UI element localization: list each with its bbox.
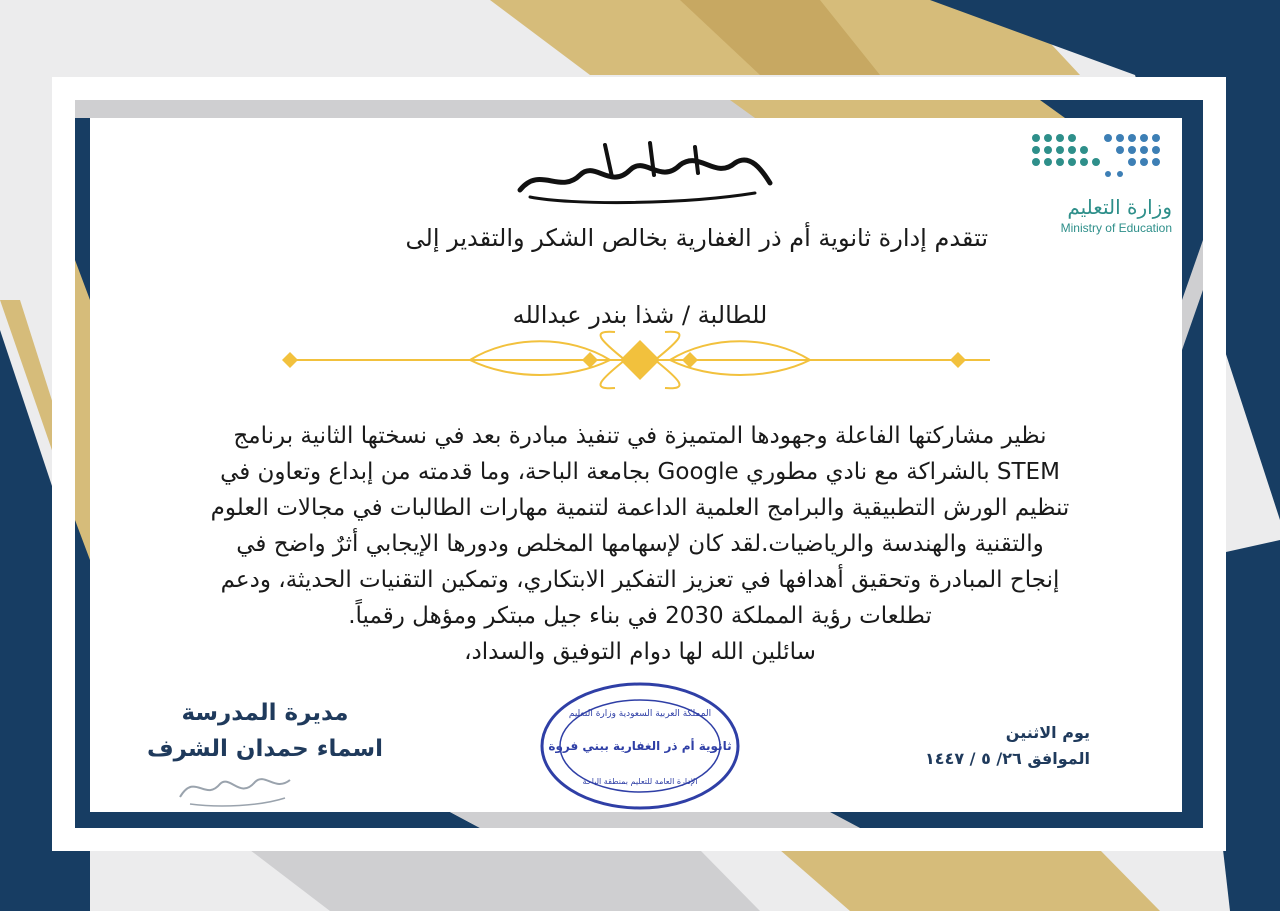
stamp-top-text: المملكة العربية السعودية وزارة التعليم bbox=[568, 709, 712, 719]
body-line: إنجاح المبادرة وتحقيق أهدافها في تعزيز التفكير الابتكاري، وتمكين التقنيات الحديثة، ودعم bbox=[220, 567, 1060, 593]
body-line: سائلين الله لها دوام التوفيق والسداد، bbox=[464, 639, 816, 665]
date-day: يوم الاثنين bbox=[1005, 723, 1090, 742]
body-line: STEM بالشراكة مع نادي مطوري Google بجامعة الباحة، وما قدمته من إبداع وتعاون في bbox=[220, 459, 1060, 485]
certificate-title-calligraphy bbox=[500, 135, 780, 210]
ministry-logo bbox=[1022, 128, 1172, 238]
certificate-title: شهادة شكر وتقدير bbox=[636, 205, 644, 206]
body-line: تنظيم الورش التطبيقية والبرامج العلمية الداعمة لتنمية مهارات الطالبات في مجالات العلوم bbox=[210, 495, 1070, 521]
date-block bbox=[905, 720, 1090, 772]
certificate-body bbox=[100, 418, 1180, 670]
school-stamp bbox=[538, 680, 743, 812]
date-value: الموافق ٢٦/ ٥ / ١٤٤٧ bbox=[925, 749, 1090, 768]
principal-block bbox=[120, 695, 410, 767]
body-line: والتقنية والهندسة والرياضيات.لقد كان لإسهامها المخلص ودورها الإيجابي أثرٌ واضح في bbox=[236, 531, 1044, 557]
stamp-center-text: ثانوية أم ذر الغفارية ببني فروة bbox=[548, 739, 732, 753]
logo-arabic-text: وزارة التعليم bbox=[1067, 195, 1172, 219]
student-name: للطالبة / شذا بندر عبدالله bbox=[512, 301, 768, 329]
stamp-bottom-text: الإدارة العامة للتعليم بمنطقة الباحة bbox=[582, 777, 698, 786]
gold-ornament-divider bbox=[270, 330, 1010, 390]
body-line: نظير مشاركتها الفاعلة وجهودها المتميزة في تنفيذ مبادرة بعد في نسختها الثانية برنامج bbox=[233, 423, 1047, 449]
handwritten-signature bbox=[170, 762, 300, 812]
ministry-dots-icon bbox=[1022, 128, 1172, 188]
intro-text: تتقدم إدارة ثانوية أم ذر الغفارية بخالص الشكر والتقدير إلى bbox=[405, 224, 988, 252]
logo-english-text: Ministry of Education bbox=[1060, 221, 1172, 235]
body-line: تطلعات رؤية المملكة 2030 في بناء جيل مبتكر ومؤهل رقمياً. bbox=[348, 603, 932, 629]
principal-title: مديرة المدرسة bbox=[181, 700, 349, 726]
principal-name: اسماء حمدان الشرف bbox=[146, 736, 384, 762]
